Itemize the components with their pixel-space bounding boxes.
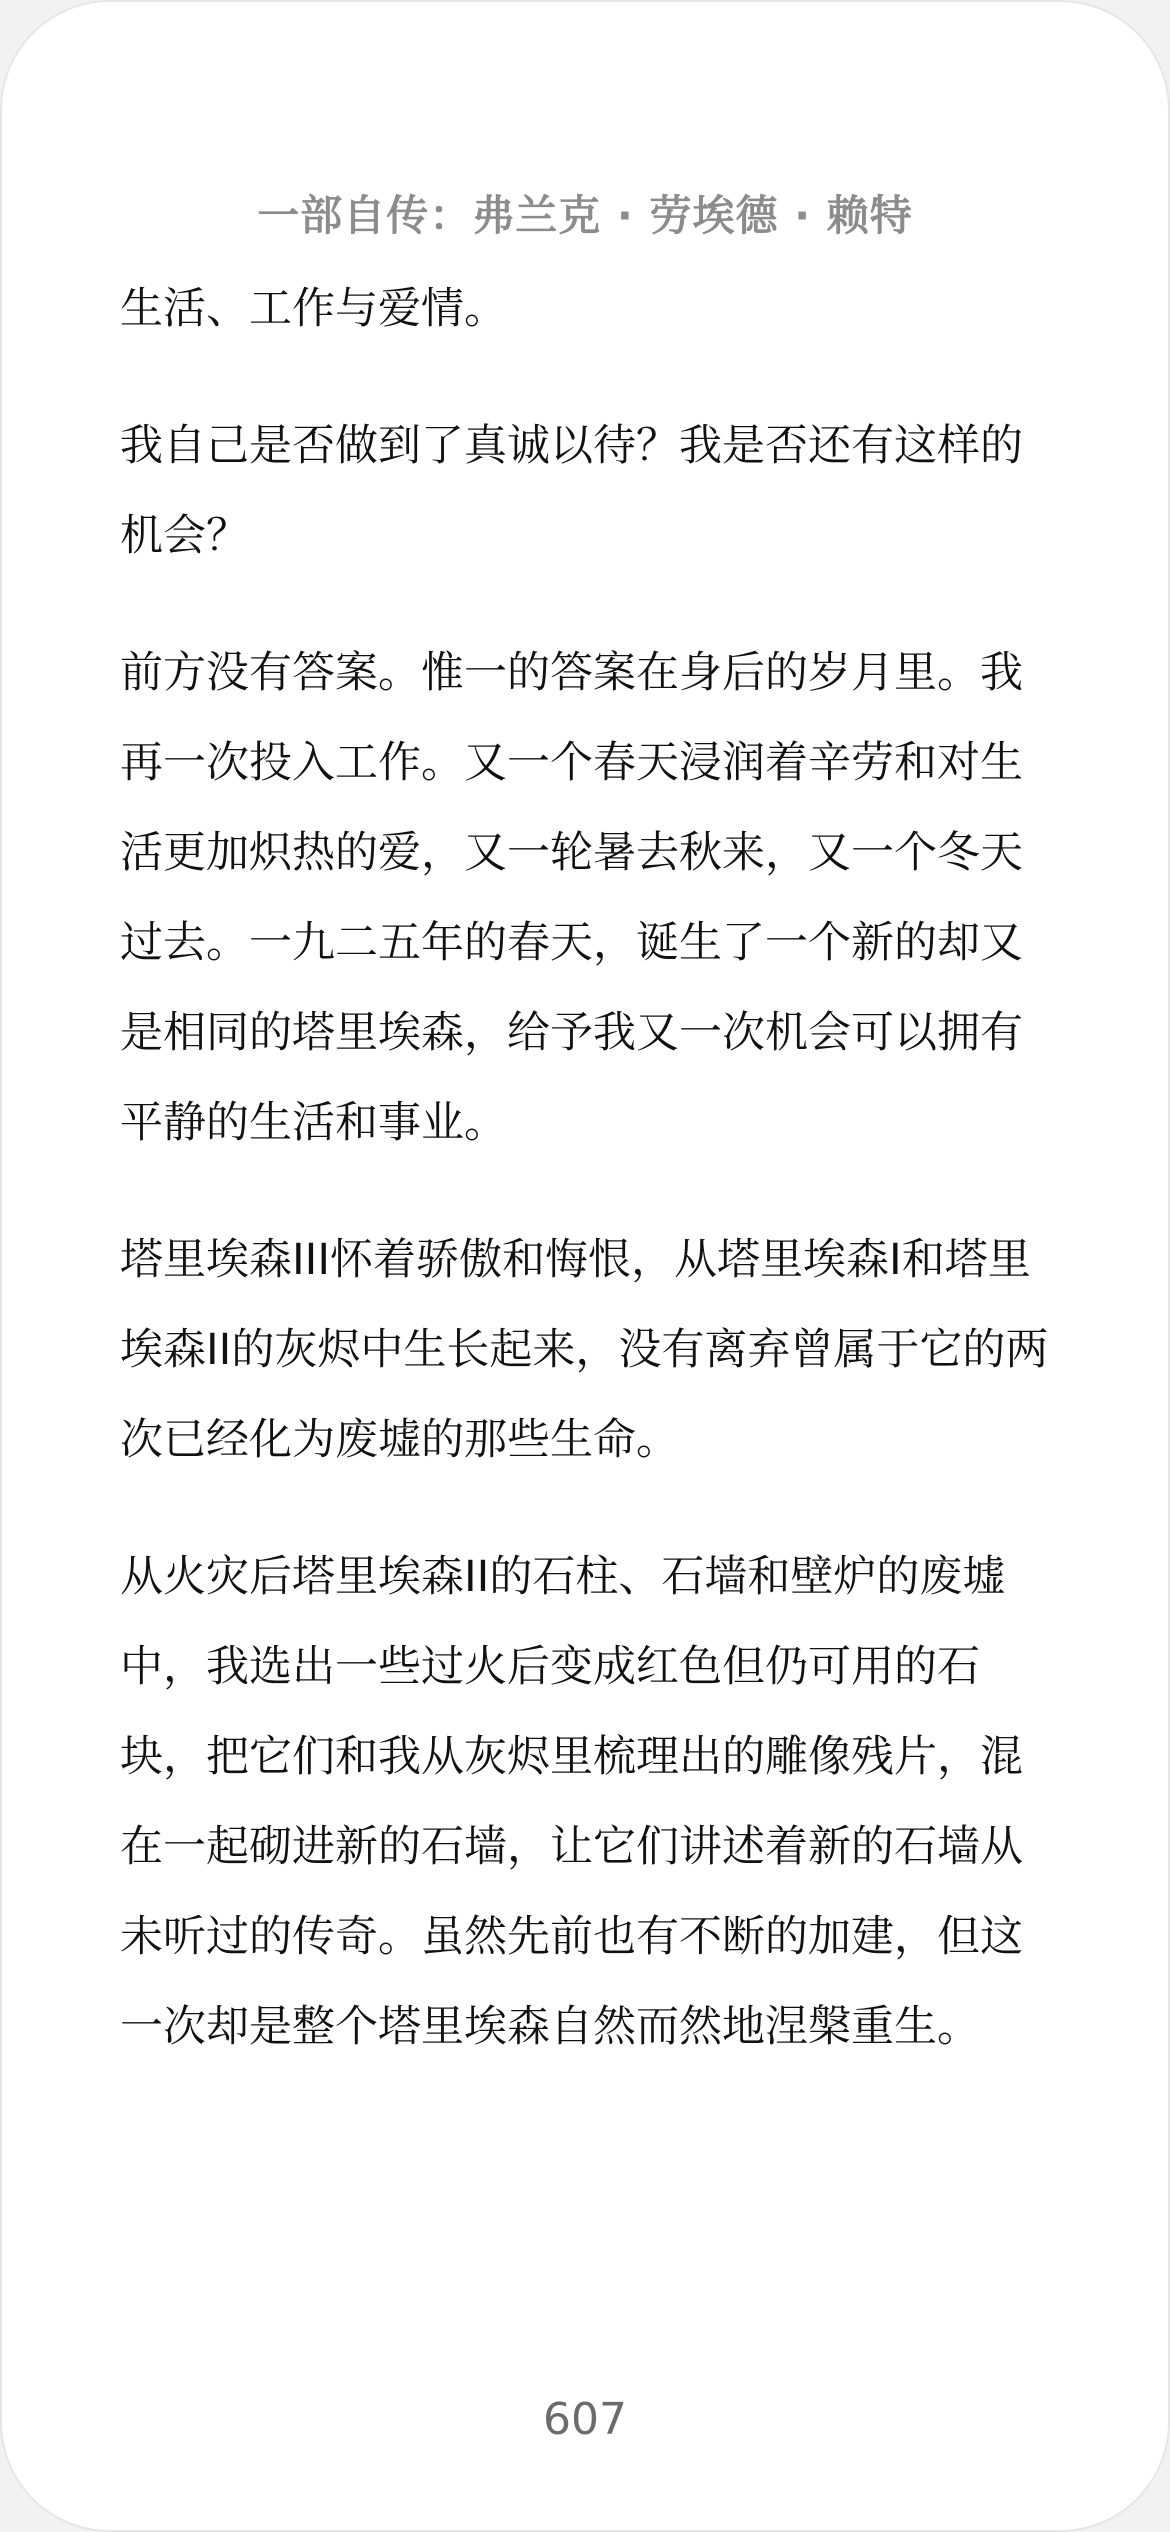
paragraph: 塔里埃森III怀着骄傲和悔恨，从塔里埃森I和塔里埃森II的灰烬中生长起来，没有离弃曾属于它的两次已经化为废墟的那些生命。 bbox=[120, 1235, 1049, 1465]
book-title-header: 一部自传：弗兰克 · 劳埃德 · 赖特 bbox=[257, 191, 913, 240]
paragraph: 我自己是否做到了真诚以待？我是否还有这样的机会？ bbox=[120, 421, 1023, 561]
paragraph: 从火灾后塔里埃森II的石柱、石墙和壁炉的废墟中，我选出一些过火后变成红色但仍可用的石块，把它们和我从灰烬里梳理出的雕像残片，混在一起砌进新的石墙，让它们讲述着新的石墙从未听过的传奇。虽然先前也有不断的加建，但这一次却是整个塔里埃森自然而然地涅槃重生。 bbox=[120, 1552, 1023, 2052]
paragraph: 生活、工作与爱情。 bbox=[120, 284, 507, 334]
page-content[interactable] bbox=[120, 264, 1050, 2119]
page-number: 607 bbox=[543, 2394, 627, 2445]
paragraph: 前方没有答案。惟一的答案在身后的岁月里。我再一次投入工作。又一个春天浸润着辛劳和对生活更加炽热的爱，又一轮暑去秋来，又一个冬天过去。一九二五年的春天，诞生了一个新的却又是相同的塔里埃森，给予我又一次机会可以拥有平静的生活和事业。 bbox=[120, 648, 1023, 1148]
